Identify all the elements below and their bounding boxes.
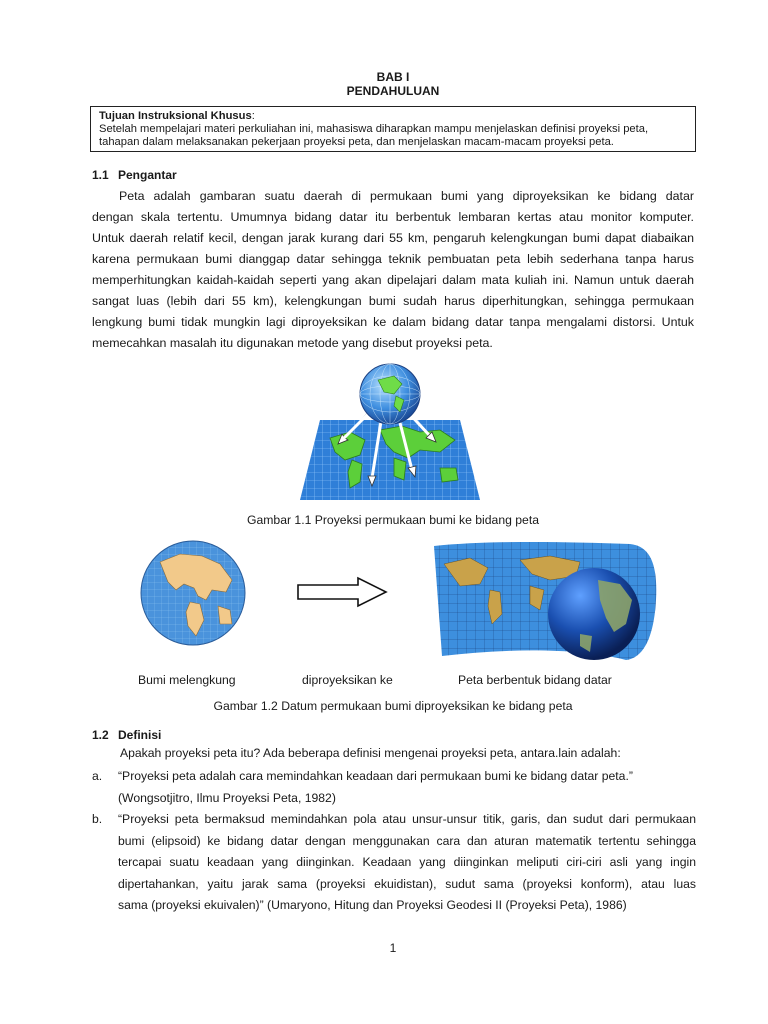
figure-globe-projection bbox=[290, 360, 490, 502]
list-item-line: “Proyeksi peta adalah cara memindahkan keadaan dari permukaan bumi ke bidang datar peta.” bbox=[118, 769, 633, 783]
list-marker: b. bbox=[92, 812, 103, 826]
list-item bbox=[92, 809, 696, 917]
objectives-colon: : bbox=[251, 110, 255, 122]
section-number: 1.2 bbox=[92, 728, 109, 742]
paragraph-line: sangat luas (lebih dari 55 km), kelengkungan bumi sudah harus diperhitungkan, sehingga permukaan bbox=[92, 294, 694, 308]
objectives-box bbox=[90, 106, 696, 152]
section-title: Definisi bbox=[118, 728, 162, 742]
definition-list bbox=[92, 766, 696, 917]
label-flat-map: Peta berbentuk bidang datar bbox=[458, 673, 612, 687]
section-heading-definisi bbox=[92, 728, 161, 742]
figure-2-caption: Gambar 1.2 Datum permukaan bumi diproyeksikan ke bidang peta bbox=[213, 699, 573, 713]
paragraph-line: lengkung bumi tidak mungkin lagi diproyeksikan ke dalam bidang datar tanpa mengalami distorsi. Untuk bbox=[92, 315, 694, 329]
section-heading-pengantar bbox=[92, 168, 177, 182]
list-item-line: sama (proyeksi ekuivalen)” (Umaryono, Hitung dan Proyeksi Geodesi II (Proyeksi Peta), 1986) bbox=[118, 898, 627, 912]
objectives-heading: Tujuan Instruksional Khusus bbox=[99, 110, 252, 122]
objectives-line-1: Setelah mempelajari materi perkuliahan ini, mahasiswa diharapkan mampu menjelaskan definisi proyeksi peta, bbox=[99, 123, 649, 135]
list-marker: a. bbox=[92, 769, 103, 783]
list-item-line: bumi (elipsoid) ke bidang datar dengan menggunakan cara dan aturan matematik tertentu sehingga bbox=[118, 833, 696, 848]
list-item-line: (Wongsotjitro, Ilmu Proyeksi Peta, 1982) bbox=[118, 790, 336, 805]
chapter-number: BAB I bbox=[376, 70, 410, 84]
projection-arrow-icon bbox=[296, 576, 388, 608]
list-item-line: “Proyeksi peta bermaksud memindahkan pola atau unsur-unsur titik, garis, dan sudut dari permukaan bbox=[118, 812, 696, 826]
figure-curved-earth bbox=[140, 540, 246, 646]
objectives-line-2: tahapan dalam melaksanakan pekerjaan proyeksi peta, dan menjelaskan macam-macam proyeksi peta. bbox=[99, 136, 614, 148]
section-number: 1.1 bbox=[92, 168, 109, 182]
paragraph-line: dengan skala tertentu. Umumnya bidang datar itu berbentuk lembaran kertas atau monitor komputer. bbox=[92, 210, 694, 224]
paragraph-line: Untuk daerah relatif kecil, dengan jarak kurang dari 55 km, pengaruh kelengkungan bumi dapat diabaikan bbox=[92, 231, 694, 245]
list-item bbox=[92, 766, 696, 809]
page-number: 1 bbox=[389, 941, 397, 955]
paragraph-line: karena permukaan bumi dianggap datar sehingga teknik pembuatan peta lebih sederhana tanpa harus bbox=[92, 252, 694, 266]
definition-intro: Apakah proyeksi peta itu? Ada beberapa definisi mengenai proyeksi peta, antara.lain adalah: bbox=[120, 746, 621, 760]
list-item-line: tercapai suatu keadaan yang diinginkan. Keadaan yang diinginkan meliputi ciri-ciri asli yang ingin bbox=[118, 855, 696, 869]
label-projected-to: diproyeksikan ke bbox=[302, 673, 393, 687]
paragraph-line: memecahkan masalah itu digunakan metode yang disebut proyeksi peta. bbox=[92, 336, 493, 350]
chapter-title: PENDAHULUAN bbox=[346, 84, 440, 98]
list-item-line: dipertahankan, yaitu jarak sama (proyeksi ekuidistan), sudut sama (proyeksi konform), atau luas bbox=[118, 876, 696, 891]
figure-1-caption: Gambar 1.1 Proyeksi permukaan bumi ke bidang peta bbox=[247, 513, 539, 527]
label-curved-earth: Bumi melengkung bbox=[138, 673, 236, 687]
section-title: Pengantar bbox=[118, 168, 177, 182]
paragraph-pengantar bbox=[92, 186, 694, 354]
paragraph-line: Peta adalah gambaran suatu daerah di permukaan bumi yang diproyeksikan ke bidang datar bbox=[119, 189, 694, 203]
figure-flat-map bbox=[430, 540, 662, 664]
paragraph-line: memperhitungkan kaidah-kaidah seperti yang akan dipelajari dalam mata kuliah ini. Namun untuk daerah bbox=[92, 273, 694, 287]
